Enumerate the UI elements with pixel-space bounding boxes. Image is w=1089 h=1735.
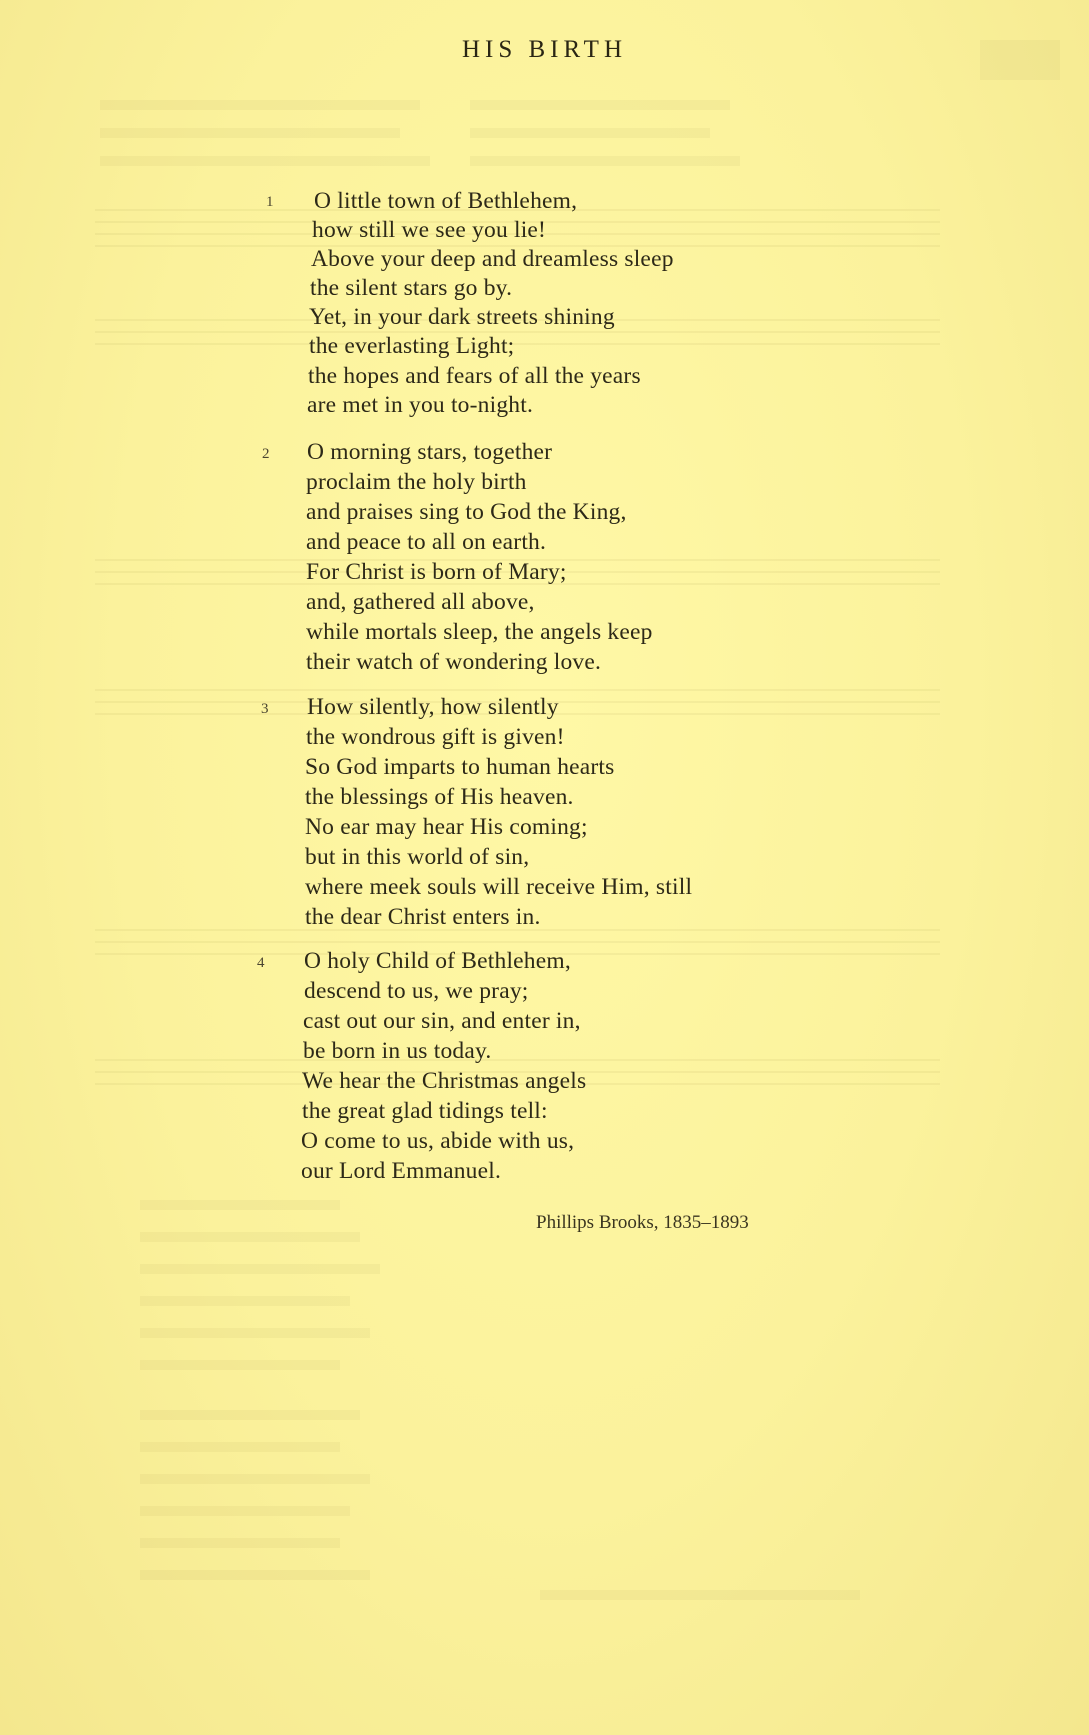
verse-line: and, gathered all above, (306, 589, 535, 615)
verse-line: the blessings of His heaven. (305, 784, 574, 810)
verse-line: how still we see you lie! (312, 217, 547, 243)
stanza-number: 3 (261, 701, 269, 717)
verse-line: O little town of Bethlehem, (314, 188, 578, 214)
verse-line: our Lord Emmanuel. (301, 1158, 502, 1184)
verse-line: Yet, in your dark streets shining (309, 304, 615, 330)
verse-line: and praises sing to God the King, (306, 499, 627, 525)
verse-line: No ear may hear His coming; (305, 814, 588, 840)
verse-line: For Christ is born of Mary; (306, 559, 567, 585)
verse-line: the silent stars go by. (310, 275, 513, 301)
verse-line: Above your deep and dreamless sleep (311, 246, 674, 272)
verse-line: are met in you to-night. (307, 392, 534, 418)
verse-line: descend to us, we pray; (304, 978, 529, 1004)
stanza-number: 4 (257, 955, 265, 971)
page-header: HIS BIRTH (461, 36, 628, 63)
verse-line: the everlasting Light; (309, 333, 515, 359)
verse-line: proclaim the holy birth (306, 469, 527, 495)
verse-line: but in this world of sin, (305, 844, 530, 870)
verse-line: the dear Christ enters in. (305, 904, 541, 930)
stanza-number: 1 (266, 194, 274, 210)
verse-line: We hear the Christmas angels (302, 1068, 587, 1094)
verse-line: while mortals sleep, the angels keep (306, 619, 653, 645)
verse-line: the wondrous gift is given! (306, 724, 565, 750)
verse-line: cast out our sin, and enter in, (303, 1008, 581, 1034)
verse-line: O holy Child of Bethlehem, (304, 948, 571, 974)
verse-line: O morning stars, together (307, 439, 553, 465)
verse-line: So God imparts to human hearts (305, 754, 615, 780)
verse-line: O come to us, abide with us, (301, 1128, 575, 1154)
verse-line: the great glad tidings tell: (302, 1098, 548, 1124)
stanza-number: 2 (262, 446, 270, 462)
verse-line: the hopes and fears of all the years (308, 363, 641, 389)
verse-line: and peace to all on earth. (306, 529, 547, 555)
verse-line: their watch of wondering love. (306, 649, 602, 675)
author-attribution: Phillips Brooks, 1835–1893 (536, 1212, 749, 1233)
verse-line: How silently, how silently (307, 694, 559, 720)
verse-line: where meek souls will receive Him, still (305, 874, 693, 900)
verse-line: be born in us today. (303, 1038, 492, 1064)
